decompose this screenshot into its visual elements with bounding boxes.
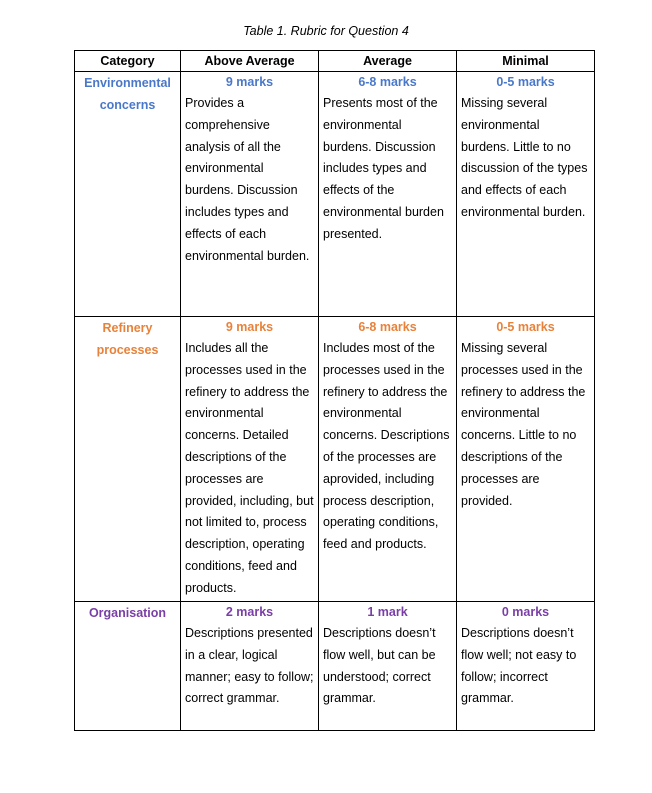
header-average: Average [319, 51, 457, 72]
cell-environmental-minimal [457, 72, 595, 317]
cell-organisation-minimal [457, 602, 595, 731]
marks-label: 6-8 marks [358, 75, 417, 89]
cell-environmental-above-average [181, 72, 319, 317]
cell-description: Descriptions doesn’t flow well; not easy to follow; incorrect grammar. [461, 626, 577, 706]
cell-description: Missing several environmental burdens. Little to no discussion of the types and effects of each environmental burden. [461, 96, 588, 219]
cell-environmental-average [319, 72, 457, 317]
marks-label: 6-8 marks [358, 320, 417, 334]
cell-refinery-above-average [181, 317, 319, 602]
marks-label: 0 marks [501, 605, 550, 619]
table-row-environmental [75, 72, 595, 317]
marks-label: 0-5 marks [496, 75, 555, 89]
marks-label: 9 marks [225, 320, 274, 334]
cell-description: Descriptions doesn’t flow well, but can be understood; correct grammar. [323, 626, 436, 706]
cell-description: Includes most of the processes used in the refinery to address the environmental concerns. Descriptions of the processes are aprovided, including process description, operating conditions, feed and products. [323, 341, 450, 552]
category-refinery: Refinery processes [75, 317, 181, 602]
cell-description: Presents most of the environmental burdens. Discussion includes types and effects of the environmental burden presented. [323, 96, 444, 241]
category-environmental: Environmental concerns [75, 72, 181, 317]
marks-label: 0-5 marks [496, 320, 555, 334]
header-above-average: Above Average [181, 51, 319, 72]
table-caption: Table 1. Rubric for Question 4 [243, 24, 409, 38]
rubric-table [74, 50, 595, 731]
marks-label: 9 marks [225, 75, 274, 89]
cell-description: Provides a comprehensive analysis of all the environmental burdens. Discussion includes types and effects of each environmental burden. [185, 96, 310, 263]
cell-organisation-above-average [181, 602, 319, 731]
cell-description: Includes all the processes used in the refinery to address the environmental concerns. Detailed descriptions of the processes are provided, including, but not limited to, process description, operating conditions, feed and products. [185, 341, 314, 595]
marks-label: 1 mark [367, 605, 408, 619]
cell-description: Missing several processes used in the refinery to address the environmental concerns. Little to no descriptions of the processes are provided. [461, 341, 586, 508]
header-row [75, 51, 595, 72]
table-row-organisation [75, 602, 595, 731]
cell-refinery-average [319, 317, 457, 602]
cell-organisation-average [319, 602, 457, 731]
cell-description: Descriptions presented in a clear, logical manner; easy to follow; correct grammar. [185, 626, 314, 706]
marks-label: 2 marks [225, 605, 274, 619]
header-minimal: Minimal [457, 51, 595, 72]
cell-refinery-minimal [457, 317, 595, 602]
header-category: Category [75, 51, 181, 72]
table-row-refinery [75, 317, 595, 602]
category-organisation: Organisation [75, 602, 181, 731]
